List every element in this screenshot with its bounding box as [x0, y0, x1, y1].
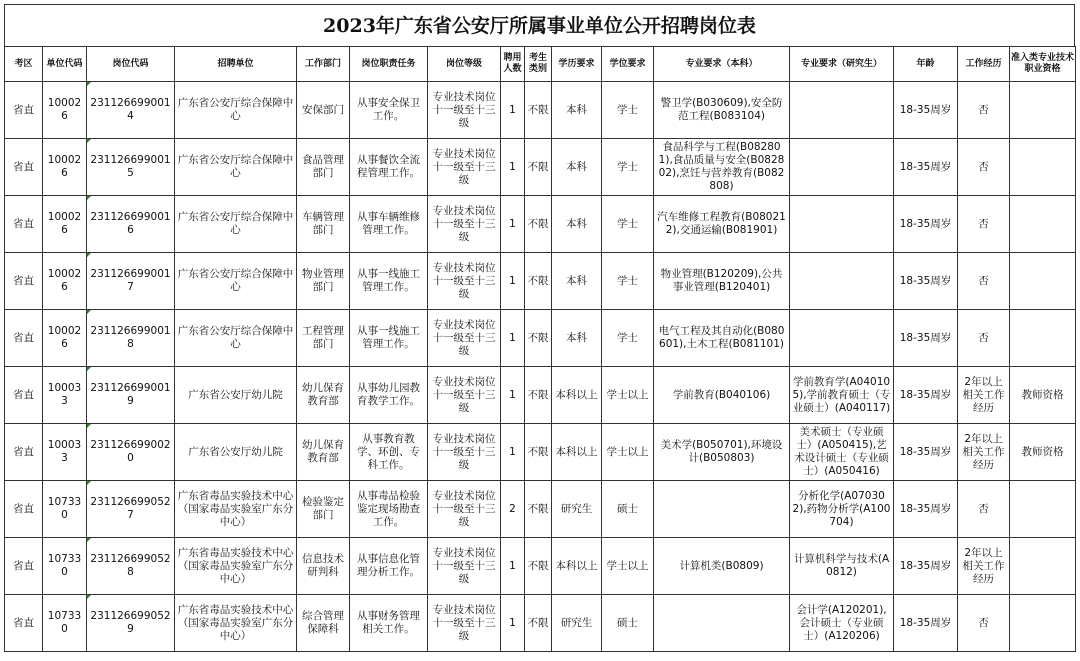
- cell-exam-area: 省直: [5, 82, 43, 139]
- header-unit-code: 单位代码: [43, 47, 87, 82]
- cell-qualification: [1010, 139, 1076, 196]
- cell-experience: 2年以上相关工作经历: [958, 424, 1010, 481]
- cell-employer: 广东省公安厅幼儿院: [175, 424, 297, 481]
- cell-major-graduate: [790, 82, 894, 139]
- table-row: [5, 139, 1076, 196]
- cell-major-graduate: [790, 310, 894, 367]
- header-position-level: 岗位等级: [428, 47, 501, 82]
- cell-degree: 学士以上: [602, 424, 654, 481]
- cell-major-undergrad: 汽车维修工程教育(B080212),交通运输(B081901): [654, 196, 790, 253]
- sheet-title: 2023年广东省公安厅所属事业单位公开招聘岗位表: [4, 4, 1075, 46]
- cell-exam-area: 省直: [5, 538, 43, 595]
- cell-employer: 广东省公安厅综合保障中心: [175, 253, 297, 310]
- cell-duties: 从事安全保卫工作。: [350, 82, 428, 139]
- cell-position-code: 2311266990529: [87, 595, 175, 652]
- cell-major-graduate: 计算机科学与技术(A0812): [790, 538, 894, 595]
- cell-age: 18-35周岁: [894, 310, 958, 367]
- cell-department: 物业管理部门: [297, 253, 350, 310]
- header-row: [5, 47, 1076, 82]
- cell-major-undergrad: 美术学(B050701),环境设计(B050803): [654, 424, 790, 481]
- header-major-undergrad: 专业要求（本科）: [654, 47, 790, 82]
- cell-position-level: 专业技术岗位十一级至十三级: [428, 253, 501, 310]
- table-row: [5, 310, 1076, 367]
- cell-position-level: 专业技术岗位十一级至十三级: [428, 424, 501, 481]
- cell-degree: 学士: [602, 139, 654, 196]
- cell-qualification: [1010, 82, 1076, 139]
- cell-duties: 从事毒品检验鉴定现场勘查工作。: [350, 481, 428, 538]
- cell-unit-code: 100033: [43, 424, 87, 481]
- table-row: [5, 367, 1076, 424]
- cell-qualification: [1010, 253, 1076, 310]
- cell-candidate-type: 不限: [525, 367, 552, 424]
- cell-position-level: 专业技术岗位十一级至十三级: [428, 196, 501, 253]
- header-age: 年龄: [894, 47, 958, 82]
- cell-headcount: 1: [501, 82, 525, 139]
- cell-qualification: [1010, 310, 1076, 367]
- cell-position-code: 2311266990018: [87, 310, 175, 367]
- cell-candidate-type: 不限: [525, 424, 552, 481]
- cell-exam-area: 省直: [5, 595, 43, 652]
- cell-education: 本科以上: [552, 424, 602, 481]
- cell-position-code: 2311266990019: [87, 367, 175, 424]
- cell-education: 本科: [552, 196, 602, 253]
- cell-candidate-type: 不限: [525, 310, 552, 367]
- cell-unit-code: 100033: [43, 367, 87, 424]
- cell-age: 18-35周岁: [894, 481, 958, 538]
- cell-position-code: 2311266990016: [87, 196, 175, 253]
- cell-position-level: 专业技术岗位十一级至十三级: [428, 139, 501, 196]
- cell-education: 研究生: [552, 481, 602, 538]
- header-exam-area: 考区: [5, 47, 43, 82]
- cell-age: 18-35周岁: [894, 196, 958, 253]
- table-body: [5, 82, 1076, 652]
- cell-experience: 否: [958, 310, 1010, 367]
- cell-candidate-type: 不限: [525, 82, 552, 139]
- cell-exam-area: 省直: [5, 196, 43, 253]
- cell-degree: 学士以上: [602, 367, 654, 424]
- cell-candidate-type: 不限: [525, 139, 552, 196]
- table-row: [5, 538, 1076, 595]
- table-row: [5, 253, 1076, 310]
- cell-degree: 硕士: [602, 481, 654, 538]
- cell-age: 18-35周岁: [894, 367, 958, 424]
- cell-major-graduate: 美术硕士（专业硕士）(A050415),艺术设计硕士（专业硕士）(A050416): [790, 424, 894, 481]
- cell-age: 18-35周岁: [894, 424, 958, 481]
- cell-unit-code: 100026: [43, 253, 87, 310]
- cell-major-undergrad: 物业管理(B120209),公共事业管理(B120401): [654, 253, 790, 310]
- cell-employer: 广东省公安厅综合保障中心: [175, 139, 297, 196]
- cell-department: 食品管理部门: [297, 139, 350, 196]
- cell-qualification: [1010, 538, 1076, 595]
- cell-headcount: 1: [501, 310, 525, 367]
- cell-exam-area: 省直: [5, 139, 43, 196]
- cell-education: 本科: [552, 253, 602, 310]
- cell-education: 本科: [552, 310, 602, 367]
- cell-position-level: 专业技术岗位十一级至十三级: [428, 538, 501, 595]
- cell-duties: 从事一线施工管理工作。: [350, 253, 428, 310]
- cell-candidate-type: 不限: [525, 481, 552, 538]
- cell-candidate-type: 不限: [525, 253, 552, 310]
- cell-department: 幼儿保育教育部: [297, 424, 350, 481]
- cell-headcount: 1: [501, 139, 525, 196]
- cell-qualification: 教师资格: [1010, 367, 1076, 424]
- cell-candidate-type: 不限: [525, 196, 552, 253]
- cell-department: 工程管理部门: [297, 310, 350, 367]
- cell-position-level: 专业技术岗位十一级至十三级: [428, 595, 501, 652]
- cell-experience: 2年以上相关工作经历: [958, 367, 1010, 424]
- cell-experience: 2年以上相关工作经历: [958, 538, 1010, 595]
- cell-department: 安保部门: [297, 82, 350, 139]
- cell-employer: 广东省公安厅综合保障中心: [175, 310, 297, 367]
- cell-position-code: 2311266990020: [87, 424, 175, 481]
- cell-major-graduate: 会计学(A120201),会计硕士（专业硕士）(A120206): [790, 595, 894, 652]
- cell-degree: 硕士: [602, 595, 654, 652]
- header-degree: 学位要求: [602, 47, 654, 82]
- cell-experience: 否: [958, 139, 1010, 196]
- cell-age: 18-35周岁: [894, 139, 958, 196]
- cell-degree: 学士: [602, 196, 654, 253]
- cell-major-undergrad: [654, 481, 790, 538]
- cell-employer: 广东省公安厅幼儿院: [175, 367, 297, 424]
- cell-candidate-type: 不限: [525, 538, 552, 595]
- cell-department: 综合管理保障科: [297, 595, 350, 652]
- cell-department: 检验鉴定部门: [297, 481, 350, 538]
- cell-position-level: 专业技术岗位十一级至十三级: [428, 82, 501, 139]
- table-row: [5, 196, 1076, 253]
- cell-headcount: 2: [501, 481, 525, 538]
- cell-major-undergrad: 计算机类(B0809): [654, 538, 790, 595]
- cell-major-graduate: [790, 196, 894, 253]
- cell-exam-area: 省直: [5, 310, 43, 367]
- cell-age: 18-35周岁: [894, 595, 958, 652]
- positions-table: [4, 46, 1076, 652]
- cell-department: 信息技术研判科: [297, 538, 350, 595]
- cell-employer: 广东省毒品实验技术中心（国家毒品实验室广东分中心）: [175, 595, 297, 652]
- header-qualification: 准入类专业技术职业资格: [1010, 47, 1076, 82]
- cell-exam-area: 省直: [5, 253, 43, 310]
- cell-education: 本科以上: [552, 538, 602, 595]
- table-row: [5, 424, 1076, 481]
- header-experience: 工作经历: [958, 47, 1010, 82]
- cell-duties: 从事车辆维修管理工作。: [350, 196, 428, 253]
- cell-duties: 从事信息化管理分析工作。: [350, 538, 428, 595]
- header-headcount: 聘用人数: [501, 47, 525, 82]
- cell-education: 研究生: [552, 595, 602, 652]
- cell-position-code: 2311266990527: [87, 481, 175, 538]
- cell-position-level: 专业技术岗位十一级至十三级: [428, 481, 501, 538]
- cell-unit-code: 107330: [43, 595, 87, 652]
- cell-unit-code: 100026: [43, 139, 87, 196]
- cell-degree: 学士以上: [602, 538, 654, 595]
- recruitment-sheet: [4, 4, 1075, 652]
- cell-position-level: 专业技术岗位十一级至十三级: [428, 310, 501, 367]
- cell-duties: 从事幼儿园教育教学工作。: [350, 367, 428, 424]
- cell-unit-code: 100026: [43, 196, 87, 253]
- cell-major-undergrad: 学前教育(B040106): [654, 367, 790, 424]
- cell-duties: 从事餐饮全流程管理工作。: [350, 139, 428, 196]
- cell-major-undergrad: 警卫学(B030609),安全防范工程(B083104): [654, 82, 790, 139]
- header-department: 工作部门: [297, 47, 350, 82]
- cell-qualification: [1010, 481, 1076, 538]
- cell-qualification: [1010, 196, 1076, 253]
- cell-department: 幼儿保育教育部: [297, 367, 350, 424]
- cell-unit-code: 107330: [43, 538, 87, 595]
- cell-experience: 否: [958, 253, 1010, 310]
- cell-qualification: [1010, 595, 1076, 652]
- cell-headcount: 1: [501, 595, 525, 652]
- cell-age: 18-35周岁: [894, 538, 958, 595]
- cell-qualification: 教师资格: [1010, 424, 1076, 481]
- cell-headcount: 1: [501, 253, 525, 310]
- cell-experience: 否: [958, 595, 1010, 652]
- cell-experience: 否: [958, 82, 1010, 139]
- cell-age: 18-35周岁: [894, 82, 958, 139]
- cell-age: 18-35周岁: [894, 253, 958, 310]
- cell-unit-code: 107330: [43, 481, 87, 538]
- header-major-graduate: 专业要求（研究生）: [790, 47, 894, 82]
- cell-employer: 广东省毒品实验技术中心（国家毒品实验室广东分中心）: [175, 538, 297, 595]
- cell-headcount: 1: [501, 196, 525, 253]
- header-duties: 岗位职责任务: [350, 47, 428, 82]
- cell-exam-area: 省直: [5, 481, 43, 538]
- cell-education: 本科: [552, 82, 602, 139]
- header-position-code: 岗位代码: [87, 47, 175, 82]
- cell-department: 车辆管理部门: [297, 196, 350, 253]
- cell-headcount: 1: [501, 424, 525, 481]
- cell-education: 本科以上: [552, 367, 602, 424]
- cell-position-code: 2311266990015: [87, 139, 175, 196]
- cell-duties: 从事一线施工管理工作。: [350, 310, 428, 367]
- cell-degree: 学士: [602, 253, 654, 310]
- cell-exam-area: 省直: [5, 424, 43, 481]
- cell-major-graduate: 分析化学(A070302),药物分析学(A100704): [790, 481, 894, 538]
- cell-degree: 学士: [602, 82, 654, 139]
- cell-experience: 否: [958, 481, 1010, 538]
- cell-employer: 广东省公安厅综合保障中心: [175, 196, 297, 253]
- cell-major-undergrad: 食品科学与工程(B082801),食品质量与安全(B082802),烹饪与营养教育(B082808): [654, 139, 790, 196]
- cell-major-graduate: [790, 253, 894, 310]
- cell-employer: 广东省公安厅综合保障中心: [175, 82, 297, 139]
- cell-duties: 从事教育教学、环创、专科工作。: [350, 424, 428, 481]
- cell-major-undergrad: [654, 595, 790, 652]
- cell-position-level: 专业技术岗位十一级至十三级: [428, 367, 501, 424]
- cell-duties: 从事财务管理相关工作。: [350, 595, 428, 652]
- cell-employer: 广东省毒品实验技术中心（国家毒品实验室广东分中心）: [175, 481, 297, 538]
- cell-position-code: 2311266990017: [87, 253, 175, 310]
- cell-candidate-type: 不限: [525, 595, 552, 652]
- cell-position-code: 2311266990528: [87, 538, 175, 595]
- table-row: [5, 481, 1076, 538]
- cell-exam-area: 省直: [5, 367, 43, 424]
- cell-major-graduate: [790, 139, 894, 196]
- table-row: [5, 595, 1076, 652]
- header-employer: 招聘单位: [175, 47, 297, 82]
- cell-position-code: 2311266990014: [87, 82, 175, 139]
- cell-unit-code: 100026: [43, 82, 87, 139]
- cell-headcount: 1: [501, 367, 525, 424]
- header-candidate-type: 考生类别: [525, 47, 552, 82]
- cell-headcount: 1: [501, 538, 525, 595]
- cell-experience: 否: [958, 196, 1010, 253]
- cell-major-graduate: 学前教育学(A040105),学前教育硕士（专业硕士）(A040117): [790, 367, 894, 424]
- header-education: 学历要求: [552, 47, 602, 82]
- cell-unit-code: 100026: [43, 310, 87, 367]
- cell-degree: 学士: [602, 310, 654, 367]
- table-row: [5, 82, 1076, 139]
- cell-major-undergrad: 电气工程及其自动化(B080601),土木工程(B081101): [654, 310, 790, 367]
- cell-education: 本科: [552, 139, 602, 196]
